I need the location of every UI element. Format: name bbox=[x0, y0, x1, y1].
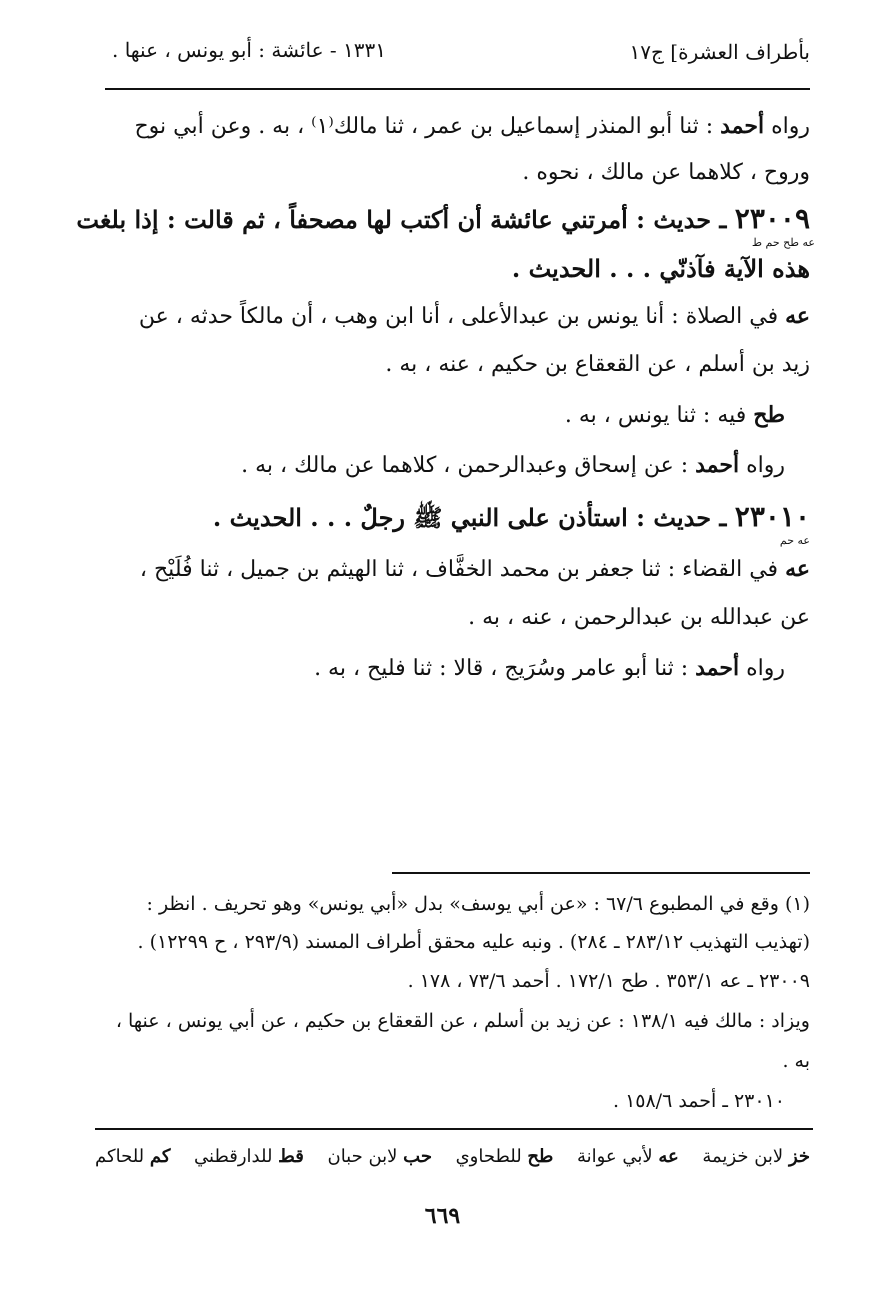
legend-rule bbox=[95, 1128, 813, 1130]
legend-item: كم للحاكم bbox=[95, 1146, 171, 1167]
hadith-title: ـ حديث : أمرتني عائشة أن أكتب لها مصحفاً ، ثم قالت : إذا بلغت bbox=[76, 205, 735, 234]
text-line: رواه أحمد : ثنا أبو عامر وسُرَيج ، قالا : ثنا فليح ، به . bbox=[314, 655, 785, 681]
text-line: عه في القضاء : ثنا جعفر بن محمد الخفَّاف ، ثنا الهيثم بن جميل ، ثنا فُلَيْح ، bbox=[139, 556, 810, 582]
entry-range: ١٣٣١ - عائشة : أبو يونس ، عنها . bbox=[112, 38, 386, 62]
footnote-line: ٢٣٠١٠ ـ أحمد ١٥٨/٦ . bbox=[612, 1090, 785, 1112]
text-line: رواه أحمد : عن إسحاق وعبدالرحمن ، كلاهما عن مالك ، به . bbox=[241, 452, 785, 478]
text-line: عن عبدالله بن عبدالرحمن ، عنه ، به . bbox=[468, 605, 810, 630]
text-line: طح فيه : ثنا يونس ، به . bbox=[564, 402, 785, 428]
running-title: بأطراف العشرة] ج١٧ bbox=[629, 40, 810, 64]
legend-item: قط للدارقطني bbox=[194, 1146, 304, 1167]
hadith-number: ٢٣٠٠٩ bbox=[734, 202, 810, 235]
hadith-heading bbox=[76, 202, 810, 235]
page-number: ٦٦٩ bbox=[424, 1203, 461, 1229]
text-line: رواه أحمد : ثنا أبو المنذر إسماعيل بن عمر ، ثنا مالك⁽١⁾ ، به . وعن أبي نوح bbox=[134, 113, 810, 139]
hadith-title: ـ حديث : استأذن على النبي ﷺ رجلٌ . . . الحديث . bbox=[212, 503, 735, 532]
footnote-line: به . bbox=[782, 1050, 810, 1072]
header-rule bbox=[105, 88, 810, 90]
hadith-heading bbox=[213, 500, 810, 538]
legend-item: عه لأبي عوانة bbox=[576, 1146, 679, 1167]
footnote-line: ٢٣٠٠٩ ـ عه ٣٥٣/١ . طح ١٧٢/١ . أحمد ٧٣/٦ ، ١٧٨ . bbox=[407, 970, 810, 992]
source-sigla: عه طح حم ط bbox=[751, 236, 815, 249]
footnote-line: (١) وقع في المطبوع ٦٧/٦ : «عن أبي يوسف» بدل «أبي يونس» وهو تحريف . انظر : bbox=[146, 893, 810, 915]
abbreviation-legend bbox=[95, 1146, 810, 1167]
hadith-number: ٢٣٠١٠ bbox=[734, 500, 810, 533]
footnote-separator bbox=[392, 872, 810, 874]
legend-item: طح للطحاوي bbox=[455, 1146, 554, 1167]
text-line: زيد بن أسلم ، عن القعقاع بن حكيم ، عنه ، به . bbox=[385, 352, 810, 377]
source-sigla: عه حم bbox=[779, 534, 810, 547]
text-line: عه في الصلاة : أنا يونس بن عبدالأعلى ، أنا ابن وهب ، أن مالكاً حدثه ، عن bbox=[138, 303, 810, 329]
hadith-title-cont: هذه الآية فآذنّي . . . الحديث . bbox=[511, 254, 810, 283]
legend-item: حب لابن حبان bbox=[327, 1146, 432, 1167]
footnote-line: (تهذيب التهذيب ٢٨٣/١٢ ـ ٢٨٤) . ونبه عليه محقق أطراف المسند (٢٩٣/٩ ، ح ١٢٢٩٩) . bbox=[137, 931, 810, 953]
text-line: وروح ، كلاهما عن مالك ، نحوه . bbox=[522, 160, 810, 185]
legend-item: خز لابن خزيمة bbox=[702, 1146, 810, 1167]
footnote-line: ويزاد : مالك فيه ١٣٨/١ : عن زيد بن أسلم ، عن القعقاع بن حكيم ، عن أبي يونس ، عنها ، bbox=[115, 1010, 810, 1032]
